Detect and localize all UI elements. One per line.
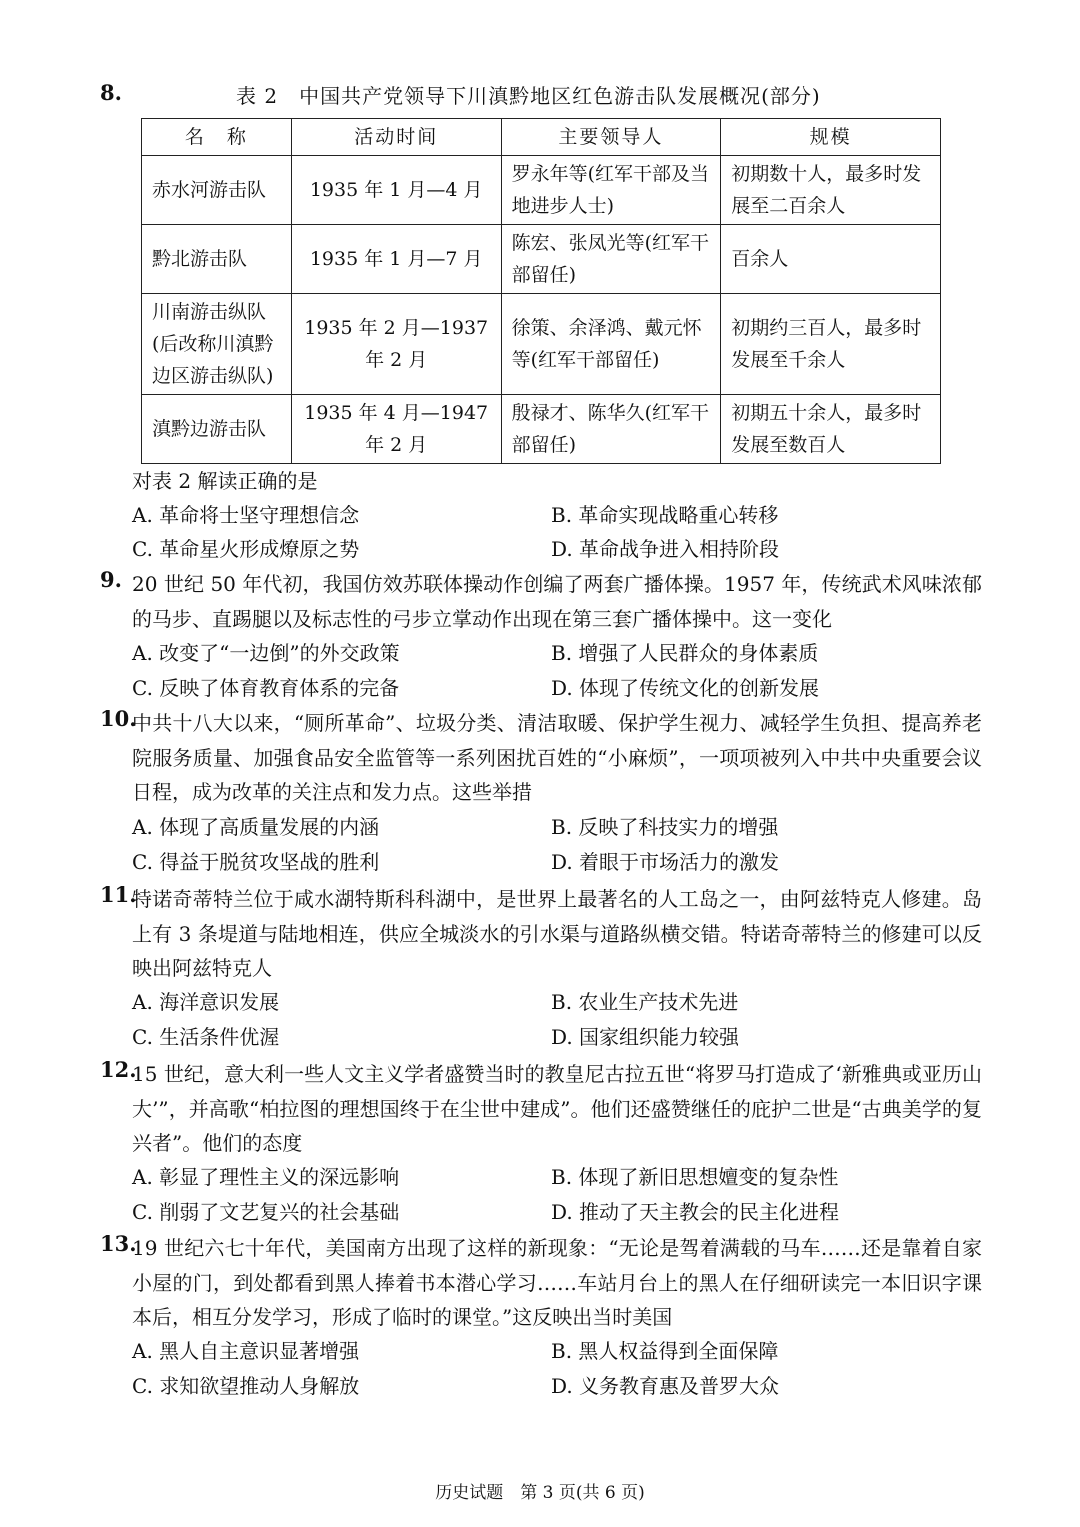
- question-8-option-d[interactable]: D. 革命战争进入相持阶段: [551, 537, 780, 561]
- question-11-text: 特诺奇蒂特兰位于咸水湖特斯科科湖中，是世界上最著名的人工岛之一，由阿兹特克人修建。岛上有 3 条堤道与陆地相连，供应全城淡水的引水渠与道路纵横交错。特诺奇蒂特兰的修建可以反映出阿兹特克人: [132, 887, 982, 980]
- question-12-number: 12.: [100, 1057, 137, 1082]
- question-9-option-d[interactable]: D. 体现了传统文化的创新发展: [551, 676, 820, 700]
- question-12-text: 15 世纪，意大利一些人文主义学者盛赞当时的教皇尼古拉五世“将罗马打造成了‘新雅典或亚历山大’”，并高歌“柏拉图的理想国终于在尘世中建成”。他们还盛赞继任的庇护二世是“古典美学的复兴者”。他们的态度: [132, 1062, 982, 1155]
- question-10-number: 10.: [100, 706, 137, 731]
- cell-scale: 百余人: [721, 225, 941, 294]
- question-13-option-a[interactable]: A. 黑人自主意识显著增强: [132, 1339, 360, 1363]
- header-time: 活动时间: [291, 119, 501, 156]
- table-header-row: [142, 119, 941, 156]
- question-9-number: 9.: [100, 567, 122, 592]
- cell-scale: 初期五十余人，最多时发展至数百人: [721, 395, 941, 464]
- question-10-text: 中共十八大以来，“厕所革命”、垃圾分类、清洁取暖、保护学生视力、减轻学生负担、提高养老院服务质量、加强食品安全监管等一系列困扰百姓的“小麻烦”，一项项被列入中共中央重要会议日程，成为改革的关注点和发力点。这些举措: [132, 711, 982, 804]
- question-12-option-a[interactable]: A. 彰显了理性主义的深远影响: [132, 1165, 400, 1189]
- question-9-option-b[interactable]: B. 增强了人民群众的身体素质: [551, 641, 819, 665]
- question-8-number: 8.: [100, 80, 122, 105]
- question-11-option-b[interactable]: B. 农业生产技术先进: [551, 990, 739, 1014]
- question-13-option-b[interactable]: B. 黑人权益得到全面保障: [551, 1339, 779, 1363]
- question-8-option-a[interactable]: A. 革命将士坚守理想信念: [132, 503, 360, 527]
- cell-leaders: 殷禄才、陈华久(红军干部留任): [501, 395, 721, 464]
- cell-name: 川南游击纵队(后改称川滇黔边区游击纵队): [142, 294, 292, 395]
- cell-leaders: 徐策、余泽鸿、戴元怀等(红军干部留任): [501, 294, 721, 395]
- cell-time: 1935 年 2 月—1937 年 2 月: [291, 294, 501, 395]
- cell-leaders: 罗永年等(红军干部及当地进步人士): [501, 156, 721, 225]
- question-11-number: 11.: [100, 882, 137, 907]
- question-11-option-a[interactable]: A. 海洋意识发展: [132, 990, 280, 1014]
- table-row: [142, 225, 941, 294]
- question-12-option-d[interactable]: D. 推动了天主教会的民主化进程: [551, 1200, 840, 1224]
- cell-name: 赤水河游击队: [142, 156, 292, 225]
- question-10-option-b[interactable]: B. 反映了科技实力的增强: [551, 815, 779, 839]
- cell-time: 1935 年 1 月—4 月: [291, 156, 501, 225]
- header-scale: 规模: [721, 119, 941, 156]
- question-10-option-d[interactable]: D. 着眼于市场活力的激发: [551, 850, 780, 874]
- question-12-option-c[interactable]: C. 削弱了文艺复兴的社会基础: [132, 1200, 400, 1224]
- question-10-option-a[interactable]: A. 体现了高质量发展的内涵: [132, 815, 380, 839]
- cell-scale: 初期约三百人，最多时发展至千余人: [721, 294, 941, 395]
- question-13-text: 19 世纪六七十年代，美国南方出现了这样的新现象：“无论是驾着满载的马车……还是靠着自家小屋的门，到处都看到黑人捧着书本潜心学习……车站月台上的黑人在仔细研读完一本旧识字课本后，相互分发学习，形成了临时的课堂。”这反映出当时美国: [132, 1236, 982, 1329]
- cell-scale: 初期数十人，最多时发展至二百余人: [721, 156, 941, 225]
- question-9-option-c[interactable]: C. 反映了体育教育体系的完备: [132, 676, 400, 700]
- page-footer: 历史试题 第 3 页(共 6 页): [435, 1483, 645, 1503]
- question-8-stem: 对表 2 解读正确的是: [132, 469, 318, 493]
- question-11-option-d[interactable]: D. 国家组织能力较强: [551, 1025, 740, 1049]
- question-13-number: 13.: [100, 1231, 137, 1256]
- question-8-option-b[interactable]: B. 革命实现战略重心转移: [551, 503, 779, 527]
- question-9-option-a[interactable]: A. 改变了“一边倒”的外交政策: [132, 641, 400, 665]
- table-2-title: 表 2 中国共产党领导下川滇黔地区红色游击队发展概况(部分): [236, 84, 821, 108]
- cell-name: 黔北游击队: [142, 225, 292, 294]
- table-row: [142, 156, 941, 225]
- question-13-option-c[interactable]: C. 求知欲望推动人身解放: [132, 1374, 360, 1398]
- cell-time: 1935 年 4 月—1947 年 2 月: [291, 395, 501, 464]
- table-2: [141, 118, 941, 464]
- header-name: 名 称: [142, 119, 292, 156]
- cell-leaders: 陈宏、张凤光等(红军干部留任): [501, 225, 721, 294]
- question-9-text: 20 世纪 50 年代初，我国仿效苏联体操动作创编了两套广播体操。1957 年，传统武术风味浓郁的马步、直踢腿以及标志性的弓步立掌动作出现在第三套广播体操中。这一变化: [132, 572, 982, 631]
- cell-name: 滇黔边游击队: [142, 395, 292, 464]
- question-13-option-d[interactable]: D. 义务教育惠及普罗大众: [551, 1374, 780, 1398]
- table-row: [142, 294, 941, 395]
- question-11-option-c[interactable]: C. 生活条件优渥: [132, 1025, 280, 1049]
- question-8-option-c[interactable]: C. 革命星火形成燎原之势: [132, 537, 360, 561]
- question-12-option-b[interactable]: B. 体现了新旧思想嬗变的复杂性: [551, 1165, 839, 1189]
- question-10-option-c[interactable]: C. 得益于脱贫攻坚战的胜利: [132, 850, 380, 874]
- header-leaders: 主要领导人: [501, 119, 721, 156]
- table-row: [142, 395, 941, 464]
- cell-time: 1935 年 1 月—7 月: [291, 225, 501, 294]
